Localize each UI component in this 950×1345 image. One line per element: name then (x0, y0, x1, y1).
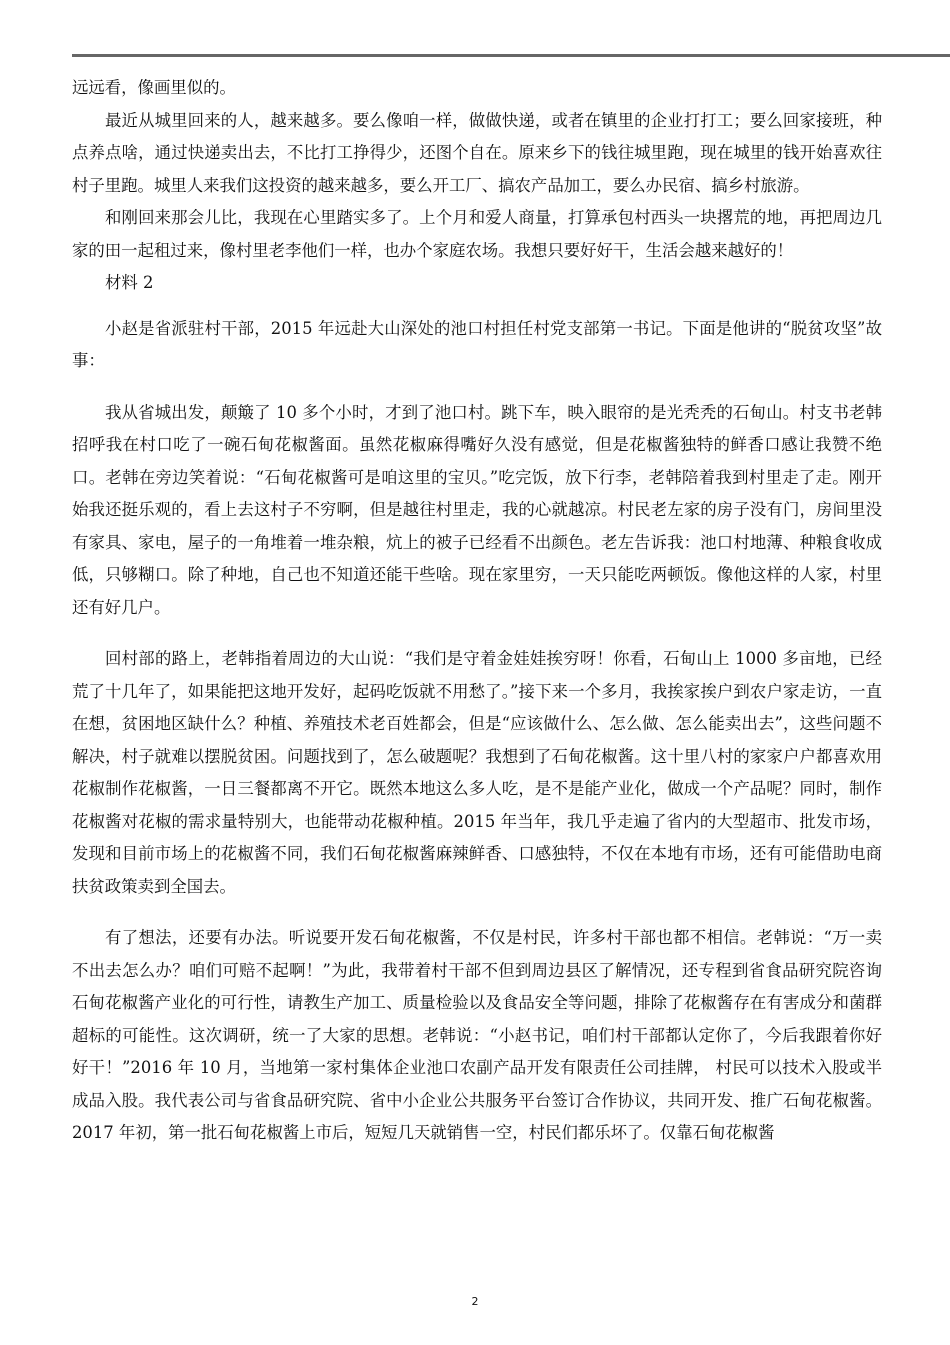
paragraph-idea: 回村部的路上，老韩指着周边的大山说：“我们是守着金娃娃挨穷呀！你看，石甸山上 1000 多亩地，已经荒了十几年了，如果能把这地开发好，起码吃饭就不用愁了。”接下来一个多月，我挨家挨户到农户家走访，一直在想，贫困地区缺什么？种植、养殖技术老百姓都会，但是“应该做什么、怎么做、怎么能卖出去”，这些问题不解决，村子就难以摆脱贫困。问题找到了，怎么破题呢？我想到了石甸花椒酱。这十里八村的家家户户都喜欢用花椒制作花椒酱，一日三餐都离不开它。既然本地这么多人吃，是不是能产业化，做成一个产品呢？同时，制作花椒酱对花椒的需求量特别大，也能带动花椒种植。2015 年当年，我几乎走遍了省内的大型超市、批发市场，发现和目前市场上的花椒酱不同，我们石甸花椒酱麻辣鲜香、口感独特，不仅在本地有市场，还有可能借助电商扶贫政策卖到全国去。 (72, 649, 882, 896)
paragraph-continuation: 远远看，像画里似的。 (72, 78, 236, 97)
header-rule (72, 54, 950, 57)
paragraph-intro: 小赵是省派驻村干部，2015 年远赴大山深处的池口村担任村党支部第一书记。下面是他讲的“脱贫攻坚”故事： (72, 318, 882, 370)
paragraph-arrival: 我从省城出发，颠簸了 10 多个小时，才到了池口村。跳下车，映入眼帘的是光秃秃的石甸山。村支书老韩招呼我在村口吃了一碗石甸花椒酱面。虽然花椒麻得嘴好久没有感觉，但是花椒酱独特的鲜香口感让我赞不绝口。老韩在旁边笑着说：“石甸花椒酱可是咱这里的宝贝。”吃完饭，放下行李，老韩陪着我到村里走了走。刚开始我还挺乐观的，看上去这村子不穷啊，但是越往村里走，我的心就越凉。村民老左家的房子没有门，房间里没有家具、家电，屋子的一角堆着一堆杂粮，炕上的被子已经看不出颜色。老左告诉我：池口村地薄、种粮食收成低，只够糊口。除了种地，自己也不知道还能干些啥。现在家里穷，一天只能吃两顿饭。像他这样的人家，村里还有好几户。 (72, 402, 882, 617)
page-number: 2 (471, 1295, 479, 1308)
material-heading: 材料 2 (105, 273, 154, 292)
paragraph-returnees: 最近从城里回来的人，越来越多。要么像咱一样，做做快递，或者在镇里的企业打打工；要么回家接班，种点养点啥，通过快递卖出去，不比打工挣得少，还图个自在。原来乡下的钱往城里跑，现在城里的钱开始喜欢往村子里跑。城里人来我们这投资的越来越多，要么开工厂、搞农产品加工，要么办民宿、搞乡村旅游。 (72, 110, 882, 195)
document-body (72, 72, 882, 1150)
paragraph-action: 有了想法，还要有办法。听说要开发石甸花椒酱，不仅是村民，许多村干部也都不相信。老韩说：“万一卖不出去怎么办？咱们可赔不起啊！”为此，我带着村干部不但到周边县区了解情况，还专程到省食品研究院咨询石甸花椒酱产业化的可行性，请教生产加工、质量检验以及食品安全等问题，排除了花椒酱存在有害成分和菌群超标的可能性。这次调研，统一了大家的思想。老韩说：“小赵书记，咱们村干部都认定你了，今后我跟着你好好干！”2016 年 10 月，当地第一家村集体企业池口农副产品开发有限责任公司挂牌， 村民可以技术入股或半成品入股。我代表公司与省食品研究院、省中小企业公共服务平台签订合作协议，共同开发、推广石甸花椒酱。2017 年初，第一批石甸花椒酱上市后，短短几天就销售一空，村民们都乐坏了。仅靠石甸花椒酱 (72, 928, 882, 1142)
paragraph-family-farm: 和刚回来那会儿比，我现在心里踏实多了。上个月和爱人商量，打算承包村西头一块撂荒的地，再把周边几家的田一起租过来，像村里老李他们一样，也办个家庭农场。我想只要好好干，生活会越来越好的！ (72, 208, 882, 260)
